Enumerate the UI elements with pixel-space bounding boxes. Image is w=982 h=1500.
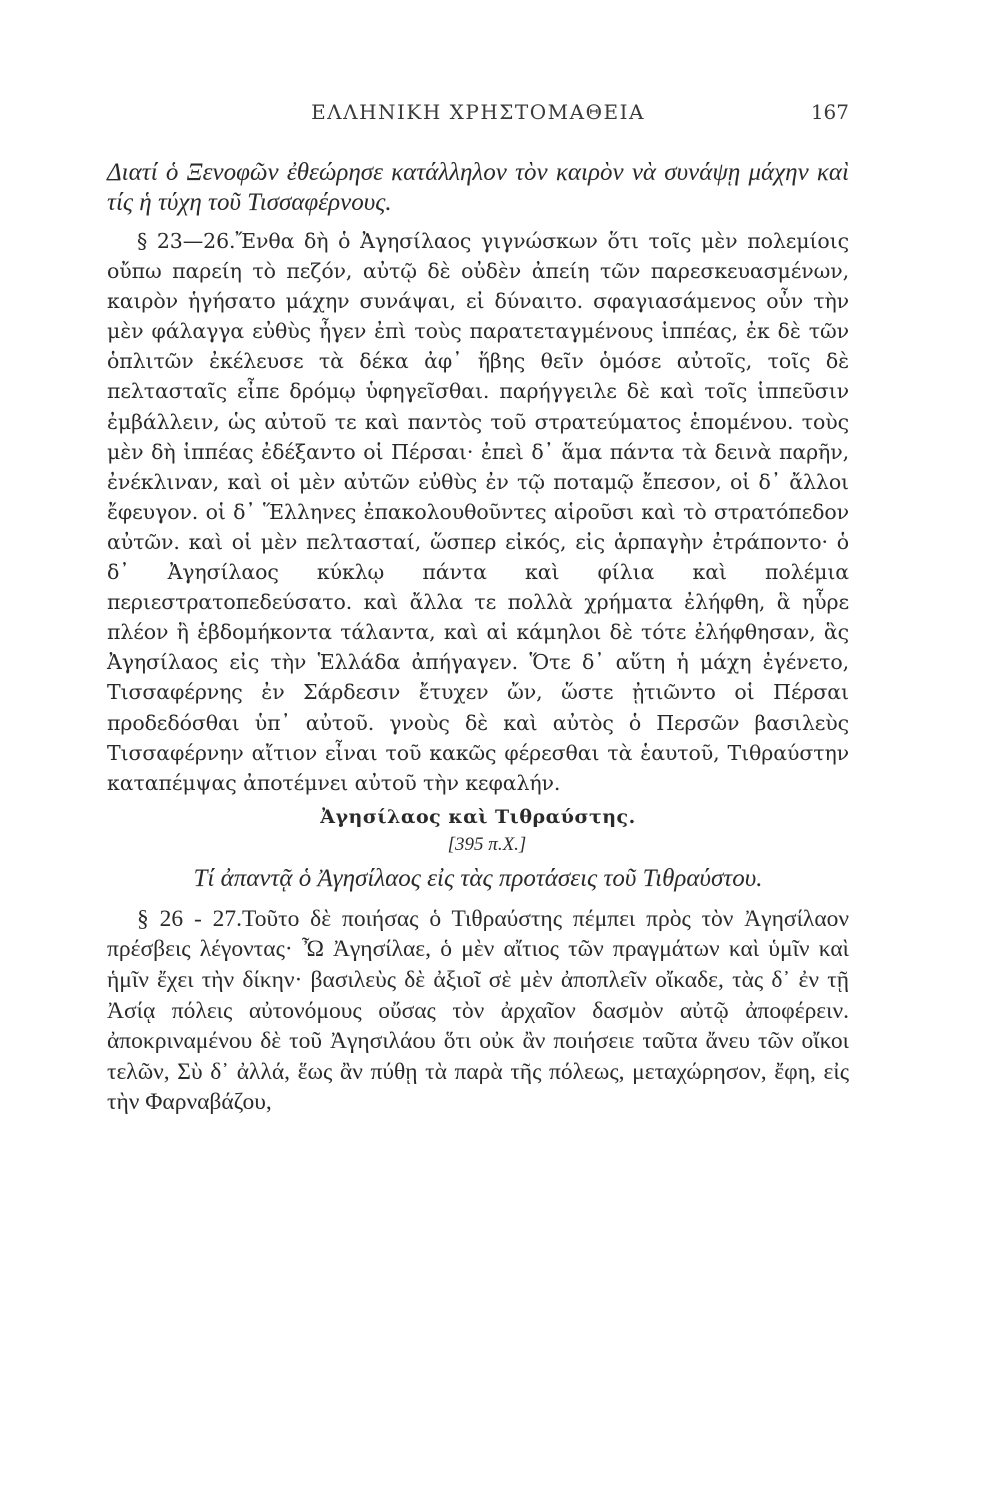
- page-number: 167: [810, 100, 849, 124]
- date-note: [395 π.Χ.]: [447, 833, 527, 855]
- paragraph-2: [107, 904, 849, 1118]
- section-reference-1: § 23—26.: [137, 229, 236, 253]
- section-question-2: Τί ἀπαντᾷ ὁ Ἀγησίλαος εἰς τὰς προτάσεις τοῦ Τιθραύστου.: [193, 864, 763, 892]
- section-subheading: Ἀγησίλαος καὶ Τιθραύστης.: [320, 805, 636, 828]
- paragraph-1: [107, 226, 849, 798]
- section-reference-2: § 26 - 27.: [137, 905, 243, 932]
- running-title: ΕΛΛΗΝΙΚΗ ΧΡΗΣΤΟΜΑΘΕΙΑ: [311, 100, 645, 124]
- paragraph-1-text: Ἔνθα δὴ ὁ Ἀγησίλαος γιγνώσκων ὅτι τοῖς μὲν πολεμίοις οὔπω παρείη τὸ πεζόν, αὐτῷ δὲ οὐδὲν ἀπείη τῶν παρεσκευασμένων, καιρὸν ἡγήσατο μάχην συνάψαι, εἰ δύναιτο. σφαγιασάμενος οὖν τὴν μὲν φάλαγγα εὐθὺς ἦγεν ἐπὶ τοὺς παρατεταγμένους ἱππέας, ἐκ δὲ τῶν ὁπλιτῶν ἐκέλευσε τὰ δέκα ἀφ᾽ ἥβης θεῖν ὁμόσε αὐτοῖς, τοῖς δὲ πελτασταῖς εἶπε δρόμῳ ὑφηγεῖσθαι. παρήγγειλε δὲ καὶ τοῖς ἱππεῦσιν ἐμβάλλειν, ὡς αὐτοῦ τε καὶ παντὸς τοῦ στρατεύματος ἑπομένου. τοὺς μὲν δὴ ἱππέας ἐδέξαντο οἱ Πέρσαι· ἐπεὶ δ᾽ ἅμα πάντα τὰ δεινὰ παρῆν, ἐνέκλιναν, καὶ οἱ μὲν αὐτῶν εὐθὺς ἐν τῷ ποταμῷ ἔπεσον, οἱ δ᾽ ἄλλοι ἔφευγον. οἱ δ᾽ Ἕλληνες ἐπακολουθοῦντες αἱροῦσι καὶ τὸ στρατόπεδον αὐτῶν. καὶ οἱ μὲν πελτασταί, ὥσπερ εἰκός, εἰς ἁρπαγὴν ἐτράποντο· ὁ δ᾽ Ἀγησίλαος κύκλῳ πάντα καὶ φίλια καὶ πολέμια περιεστρατοπεδεύσατο. καὶ ἄλλα τε πολλὰ χρήματα ἐλήφθη, ἃ ηὗρε πλέον ἢ ἑβδομήκοντα τάλαντα, καὶ αἱ κάμηλοι δὲ τότε ἐλήφθησαν, ἃς Ἀγησίλαος εἰς τὴν Ἑλλάδα ἀπήγαγεν. Ὅτε δ᾽ αὕτη ἡ μάχη ἐγένετο, Τισσαφέρνης ἐν Σάρδεσιν ἔτυχεν ὤν, ὥστε ᾐτιῶντο οἱ Πέρσαι προδεδόσθαι ὑπ᾽ αὐτοῦ. γνοὺς δὲ καὶ αὐτὸς ὁ Περσῶν βασιλεὺς Τισσαφέρνην αἴτιον εἶναι τοῦ κακῶς φέρεσθαι τὰ ἑαυτοῦ, Τιθραύστην καταπέμψας ἀποτέμνει αὐτοῦ τὴν κεφαλήν.: [107, 229, 849, 795]
- page-header: [107, 100, 849, 140]
- paragraph-2-text: Τοῦτο δὲ ποιήσας ὁ Τιθραύστης πέμπει πρὸς τὸν Ἀγησίλαον πρέσβεις λέγοντας· Ὦ Ἀγησίλαε, ὁ μὲν αἴτιος τῶν πραγμάτων καὶ ὑμῖν καὶ ἡμῖν ἔχει τὴν δίκην· βασιλεὺς δὲ ἀξιοῖ σὲ μὲν ἀποπλεῖν οἴκαδε, τὰς δ᾽ ἐν τῇ Ἀσίᾳ πόλεις αὐτονόμους οὔσας τὸν ἀρχαῖον δασμὸν αὐτῷ ἀποφέρειν. ἀποκριναμένου δὲ τοῦ Ἀγησιλάου ὅτι οὐκ ἂν ποιήσειε ταῦτα ἄνευ τῶν οἴκοι τελῶν, Σὺ δ᾽ ἀλλά, ἕως ἂν πύθῃ τὰ παρὰ τῆς πόλεως, μεταχώρησον, ἔφη, εἰς τὴν Φαρναβάζου,: [107, 905, 850, 1116]
- section-question-1: Διατί ὁ Ξενοφῶν ἐθεώρησε κατάλληλον τὸν καιρὸν νὰ συνάψῃ μάχην καὶ τίς ἡ τύχη τοῦ Τισσαφέρνους.: [107, 159, 849, 216]
- book-page: [107, 100, 849, 1118]
